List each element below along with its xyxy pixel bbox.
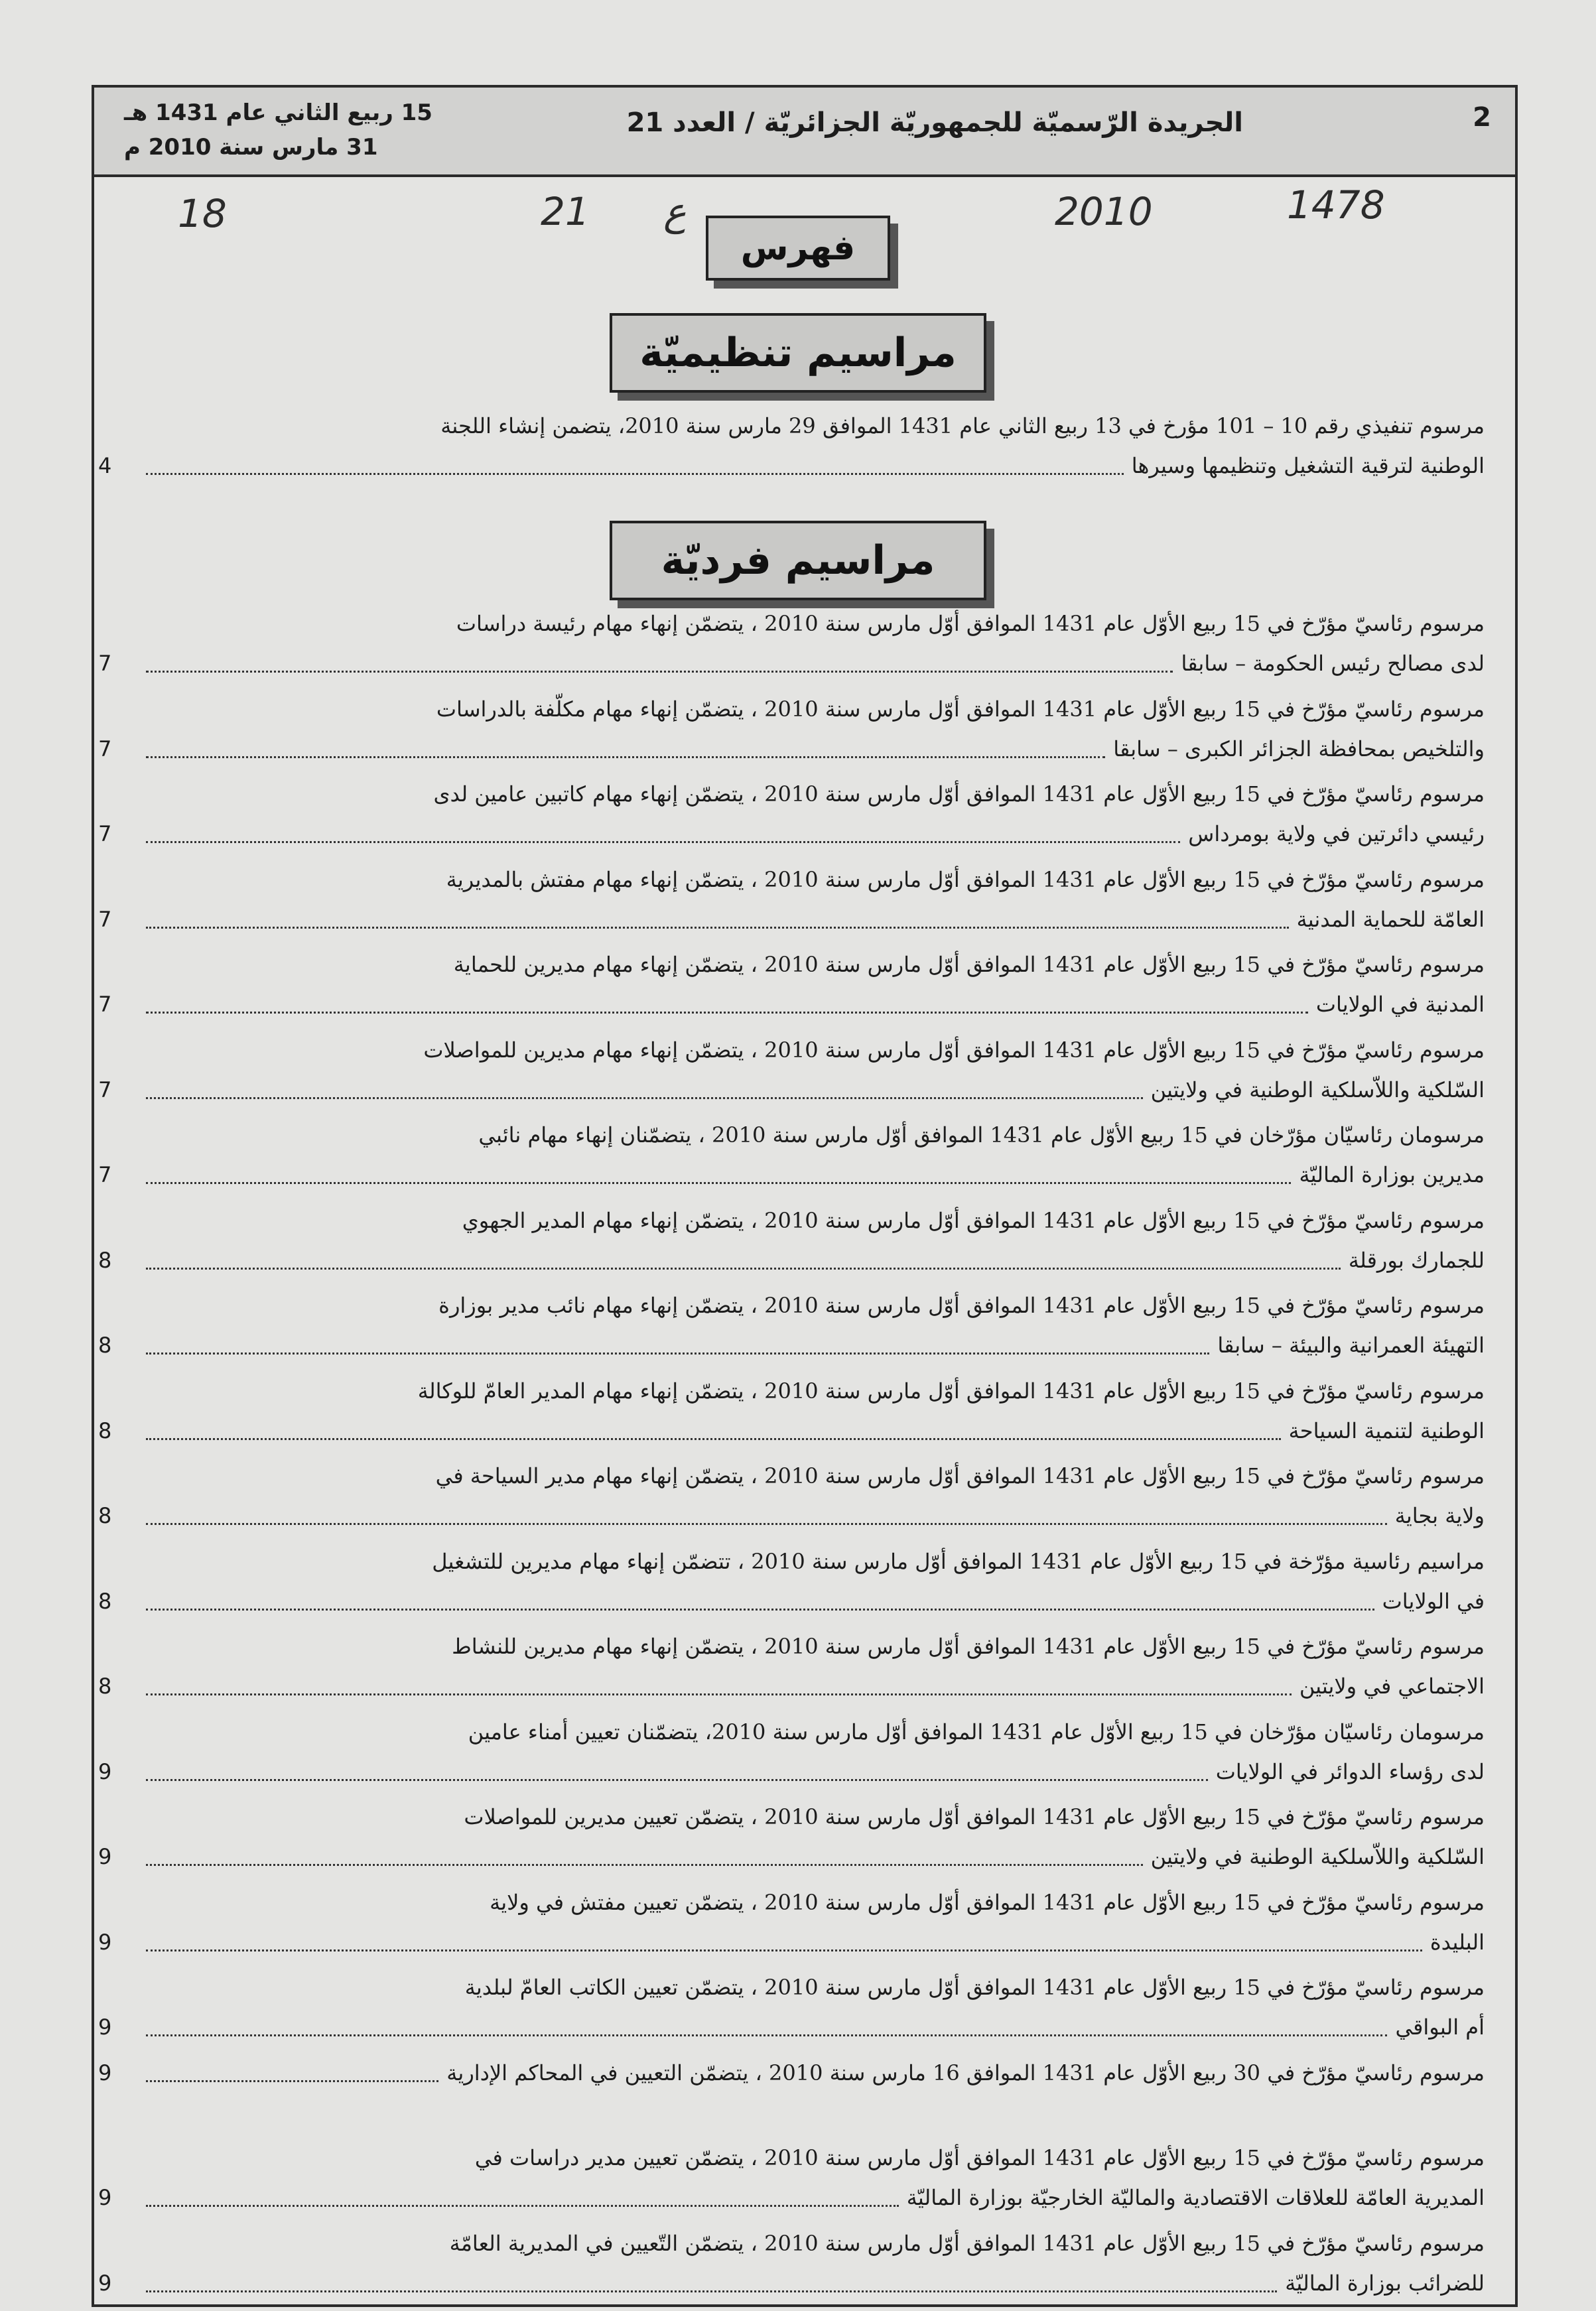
entry-text-cont: للجمارك بورقلة (1348, 1247, 1485, 1273)
entry-page-number: 9 (98, 2014, 112, 2040)
entry-page-number: 7 (98, 736, 112, 761)
entry-line-2 (98, 984, 1485, 1024)
entry-line-2 (98, 2263, 1485, 2303)
entry-text-cont: السّلكية واللاّسلكية الوطنية في ولايتين (1150, 1077, 1485, 1102)
index-entry (98, 1456, 1485, 1536)
entry-text-cont: العامّة للحماية المدنية (1296, 906, 1485, 932)
dot-leader (146, 1608, 1374, 1611)
handwritten-note-5: 18 (178, 191, 227, 236)
entry-text: مرسوم رئاسيّ مؤرّخ في 30 ربيع الأوّل عام 1431 الموافق 16 مارس سنة 2010 ، يتضمّن التعيين في المحاكم الإدارية (446, 2060, 1485, 2085)
index-entry (98, 1797, 1485, 1877)
entry-line-2 (98, 1240, 1485, 1280)
entry-text-cont: أم البواقي (1395, 2014, 1485, 2040)
entry-line-2 (98, 1581, 1485, 1621)
entry-line-1: مرسوم رئاسيّ مؤرّخ في 15 ربيع الأوّل عام 1431 الموافق أوّل مارس سنة 2010 ، يتضمّن إنهاء مهام نائب مدير بوزارة (438, 1293, 1485, 1318)
section-title-individual: مراسيم فرديّة (610, 521, 986, 600)
entry-line-1: مرسومان رئاسيّان مؤرّخان في 15 ربيع الأوّل عام 1431 الموافق أوّل مارس سنة 2010 ، يتضمّنان إنهاء مهام نائبي (478, 1122, 1485, 1148)
entry-page-number: 8 (98, 1503, 112, 1528)
entry-text-cont: لدى مصالح رئيس الحكومة – سابقا (1181, 651, 1485, 676)
dot-leader (146, 756, 1105, 758)
entry-line-1 (98, 2053, 1485, 2093)
entry-line-1: مرسوم رئاسيّ مؤرّخ في 15 ربيع الأوّل عام 1431 الموافق أوّل مارس سنة 2010 ، يتضمّن تعيين مفتش في ولاية (490, 1889, 1485, 1915)
entry-page-number: 7 (98, 992, 112, 1017)
index-entry (98, 945, 1485, 1024)
entry-text-cont: البليدة (1430, 1929, 1485, 1955)
entry-page-number: 8 (98, 1674, 112, 1699)
index-entry (98, 860, 1485, 939)
handwritten-note-4: 21 (541, 189, 590, 234)
entry-text-cont: التهيئة العمرانية والبيئة – سابقا (1217, 1333, 1485, 1358)
entry-line-2 (98, 1155, 1485, 1195)
index-entry (98, 2053, 1485, 2093)
page-number: 2 (1473, 102, 1491, 133)
entry-line-1: مرسوم رئاسيّ مؤرّخ في 15 ربيع الأوّل عام 1431 الموافق أوّل مارس سنة 2010 ، يتضمّن إنهاء مهام مدير السياحة في (435, 1463, 1485, 1488)
index-entry (98, 1371, 1485, 1451)
dot-leader (146, 2204, 899, 2207)
entry-page-number: 9 (98, 2060, 112, 2085)
entry-page-number: 9 (98, 2185, 112, 2210)
entry-line-2 (98, 1496, 1485, 1536)
dot-leader (146, 1437, 1281, 1440)
entry-line-1: مرسوم رئاسيّ مؤرّخ في 15 ربيع الأوّل عام 1431 الموافق أوّل مارس سنة 2010 ، يتضمّن إنهاء مهام المدير العامّ للوكالة (417, 1378, 1485, 1404)
dot-leader (146, 1011, 1308, 1014)
dot-leader (146, 1096, 1143, 1099)
entry-page-number: 7 (98, 906, 112, 932)
index-entry (98, 774, 1485, 854)
entry-line-2 (98, 643, 1485, 683)
entry-line-1: مرسوم رئاسيّ مؤرّخ في 15 ربيع الأوّل عام 1431 الموافق أوّل مارس سنة 2010 ، يتضمّن إنهاء مهام مديرين للحماية (453, 952, 1485, 977)
entry-line-1: مرسوم رئاسيّ مؤرّخ في 15 ربيع الأوّل عام 1431 الموافق أوّل مارس سنة 2010 ، يتضمّن إنهاء مهام كاتبين عامين لدى (433, 781, 1485, 807)
entry-page-number: 9 (98, 2270, 112, 2296)
index-entry (98, 1882, 1485, 1962)
entry-line-1: مرسوم رئاسيّ مؤرّخ في 15 ربيع الأوّل عام 1431 الموافق أوّل مارس سنة 2010 ، يتضمّن إنهاء مهام مديرين للنشاط (452, 1634, 1485, 1659)
entry-line-2 (98, 1837, 1485, 1877)
entry-page-number: 9 (98, 1844, 112, 1869)
section-title-regulatory: مراسيم تنظيميّة (610, 313, 986, 393)
dot-leader (146, 1949, 1422, 1951)
entry-page-number: 7 (98, 1077, 112, 1102)
handwritten-note-1: 1478 (1287, 182, 1385, 228)
dot-leader (146, 1693, 1292, 1695)
entry-text-cont: المديرية العامّة للعلاقات الاقتصادية والماليّة الخارجيّة بوزارة الماليّة (906, 2185, 1485, 2210)
entry-text-cont: رئيسي دائرتين في ولاية بومرداس (1188, 821, 1485, 846)
entry-line-2 (98, 1666, 1485, 1706)
entry-line-1: مراسيم رئاسية مؤرّخة في 15 ربيع الأوّل عام 1431 الموافق أوّل مارس سنة 2010 ، تتضمّن إنهاء مهام مديرين للتشغيل (432, 1548, 1485, 1574)
index-entry (98, 1967, 1485, 2047)
entry-line-2 (98, 814, 1485, 854)
index-entry (98, 2138, 1485, 2217)
entry-text-cont: مديرين بوزارة الماليّة (1299, 1162, 1485, 1187)
entry-line-2 (98, 446, 1485, 486)
entry-line-2 (98, 729, 1485, 769)
entry-line-1: مرسوم رئاسيّ مؤرّخ في 15 ربيع الأوّل عام 1431 الموافق أوّل مارس سنة 2010 ، يتضمّن تعيين مديرين للمواصلات (464, 1804, 1485, 1829)
dot-leader (146, 670, 1173, 673)
entry-text-cont: المدنية في الولايات (1315, 992, 1485, 1017)
entry-text-cont: للضرائب بوزارة الماليّة (1285, 2270, 1485, 2296)
dot-leader (146, 2034, 1387, 2036)
entry-line-2 (98, 2007, 1485, 2047)
dot-leader (146, 2290, 1277, 2292)
index-entry (98, 689, 1485, 769)
entry-page-number: 7 (98, 651, 112, 676)
dot-leader (146, 472, 1124, 475)
entry-page-number: 4 (98, 453, 112, 478)
gazette-title: الجريدة الرّسميّة للجمهوريّة الجزائريّة / العدد 21 (626, 107, 1243, 138)
entry-text-cont: الوطنية لتنمية السياحة (1288, 1418, 1485, 1443)
entry-page-number: 8 (98, 1247, 112, 1273)
index-entry (98, 1286, 1485, 1365)
dot-leader (146, 1522, 1387, 1525)
dot-leader (146, 1778, 1208, 1781)
entry-line-2 (98, 1070, 1485, 1110)
entry-line-2 (98, 1752, 1485, 1792)
entry-line-1: مرسوم رئاسيّ مؤرّخ في 15 ربيع الأوّل عام 1431 الموافق أوّل مارس سنة 2010 ، يتضمّن إنهاء مهام مديرين للمواصلات (423, 1037, 1485, 1063)
dot-leader (146, 1863, 1143, 1866)
dot-leader (146, 2080, 438, 2082)
dot-leader (146, 1267, 1341, 1270)
entry-text-cont: والتلخيص بمحافظة الجزائر الكبرى – سابقا (1113, 736, 1485, 761)
dot-leader (146, 840, 1180, 843)
dot-leader (146, 1352, 1209, 1354)
entry-line-2 (98, 2178, 1485, 2217)
index-entry (98, 1712, 1485, 1792)
page-header (94, 88, 1515, 177)
index-entry (98, 1115, 1485, 1195)
entry-line-1: مرسوم تنفيذي رقم 10 – 101 مؤرخ في 13 ربيع الثاني عام 1431 الموافق 29 مارس سنة 2010، يتضمن إنشاء اللجنة (440, 413, 1485, 438)
entry-page-number: 8 (98, 1588, 112, 1614)
index-entry (98, 604, 1485, 683)
entry-line-2 (98, 1325, 1485, 1365)
index-entry (98, 1030, 1485, 1110)
entry-line-1: مرسوم رئاسيّ مؤرّخ في 15 ربيع الأوّل عام 1431 الموافق أوّل مارس سنة 2010 ، يتضمّن إنهاء مهام مكلّفة بالدراسات (436, 696, 1485, 722)
entry-line-2 (98, 899, 1485, 939)
entry-page-number: 9 (98, 1758, 112, 1784)
handwritten-note-2: 2010 (1055, 189, 1153, 234)
issue-date-hijri: 15 ربيع الثاني عام 1431 هـ (124, 99, 432, 126)
dot-leader (146, 1181, 1291, 1184)
entry-line-1: مرسومان رئاسيّان مؤرّخان في 15 ربيع الأوّل عام 1431 الموافق أوّل مارس سنة 2010، يتضمّنان تعيين أمناء عامين (468, 1719, 1485, 1745)
entry-text-cont: لدى رؤساء الدوائر في الولايات (1215, 1758, 1485, 1784)
issue-date (124, 96, 432, 165)
issue-date-gregorian: 31 مارس سنة 2010 م (124, 134, 378, 161)
entry-line-1: مرسوم رئاسيّ مؤرّخ في 15 ربيع الأوّل عام 1431 الموافق أوّل مارس سنة 2010 ، يتضمّن تعيين الكاتب العامّ لبلدية (464, 1975, 1485, 2000)
entry-page-number: 7 (98, 1162, 112, 1187)
entry-text-cont: السّلكية واللاّسلكية الوطنية في ولايتين (1150, 1844, 1485, 1869)
index-entry (98, 1626, 1485, 1706)
entry-page-number: 8 (98, 1333, 112, 1358)
entry-text-cont: ولاية بجاية (1394, 1503, 1485, 1528)
dot-leader (146, 926, 1289, 929)
entry-line-1: مرسوم رئاسيّ مؤرّخ في 15 ربيع الأوّل عام 1431 الموافق أوّل مارس سنة 2010 ، يتضمّن إنهاء مهام المدير الجهوي (462, 1207, 1485, 1233)
entry-page-number: 9 (98, 1929, 112, 1955)
entry-line-1: مرسوم رئاسيّ مؤرّخ في 15 ربيع الأوّل عام 1431 الموافق أوّل مارس سنة 2010 ، يتضمّن إنهاء مهام رئيسة دراسات (456, 611, 1485, 636)
index-entry (98, 1201, 1485, 1280)
entry-text-cont: الوطنية لترقية التشغيل وتنظيمها وسيرها (1131, 453, 1485, 478)
index-entry (98, 1542, 1485, 1621)
index-entry (98, 406, 1485, 486)
entry-page-number: 7 (98, 821, 112, 846)
handwritten-note-3: ع (663, 189, 687, 234)
entry-line-2 (98, 1411, 1485, 1451)
entry-page-number: 8 (98, 1418, 112, 1443)
entry-line-2 (98, 1922, 1485, 1962)
index-title: فهرس (706, 216, 890, 281)
index-entry (98, 2223, 1485, 2303)
entry-line-1: مرسوم رئاسيّ مؤرّخ في 15 ربيع الأوّل عام 1431 الموافق أوّل مارس سنة 2010 ، يتضمّن إنهاء مهام مفتش بالمديرية (446, 866, 1485, 892)
entry-text-cont: الاجتماعي في ولايتين (1299, 1674, 1485, 1699)
entry-text-cont: في الولايات (1382, 1588, 1485, 1614)
entry-line-1: مرسوم رئاسيّ مؤرّخ في 15 ربيع الأوّل عام 1431 الموافق أوّل مارس سنة 2010 ، يتضمّن التّعيين في المديرية العامّة (449, 2230, 1485, 2256)
entry-line-1: مرسوم رئاسيّ مؤرّخ في 15 ربيع الأوّل عام 1431 الموافق أوّل مارس سنة 2010 ، يتضمّن تعيين مدير دراسات في (474, 2145, 1485, 2170)
